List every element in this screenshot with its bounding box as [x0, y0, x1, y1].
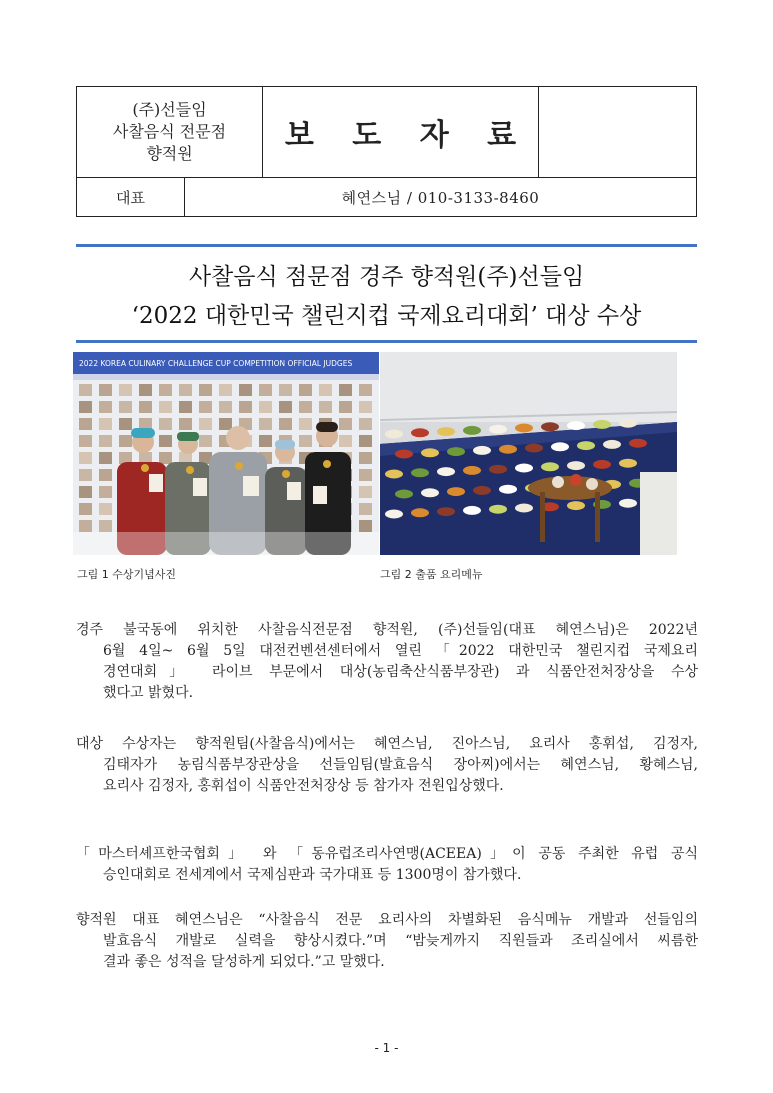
judge-portrait [219, 401, 232, 413]
judge-portrait [99, 435, 112, 447]
dish [499, 485, 517, 494]
judge-portrait [359, 418, 372, 430]
paragraph-line: 결과 좋은 성적을 달성하게 되었다.”고 말했다. [103, 954, 385, 970]
dish [499, 445, 517, 454]
judge-portrait [119, 418, 132, 430]
judge-portrait [79, 520, 92, 532]
dish [447, 447, 465, 456]
dish [395, 450, 413, 459]
judge-portrait [259, 418, 272, 430]
judge-portrait [279, 384, 292, 396]
judge-portrait [219, 418, 232, 430]
judge-portrait [99, 469, 112, 481]
dish [593, 460, 611, 469]
judge-portrait [319, 401, 332, 413]
dish [437, 507, 455, 516]
dish [619, 459, 637, 468]
dish [577, 441, 595, 450]
company-line: 향적원 [146, 144, 193, 163]
judge-portrait [139, 401, 152, 413]
dish [411, 508, 429, 517]
judge-portrait [79, 401, 92, 413]
judge-portrait [239, 384, 252, 396]
judge-portrait [79, 486, 92, 498]
dish [421, 488, 439, 497]
dish [385, 470, 403, 479]
judge-portrait [79, 384, 92, 396]
dish [525, 444, 543, 453]
judge-portrait [359, 384, 372, 396]
judge-portrait [359, 401, 372, 413]
dish [395, 490, 413, 499]
judge-portrait [139, 384, 152, 396]
dish [473, 446, 491, 455]
judge-portrait [299, 384, 312, 396]
paragraph-line: 발효음식 개발로 실력을 향상시켰다.”며 “밤늦게까지 직원들과 조리실에서 씨름한 [103, 933, 698, 949]
judge-portrait [259, 401, 272, 413]
dish [515, 464, 533, 473]
judge-portrait [339, 418, 352, 430]
dish [629, 439, 647, 448]
dish [463, 426, 481, 435]
company-name-cell [77, 87, 263, 178]
dish-display-photo [380, 352, 677, 555]
judge-portrait [99, 401, 112, 413]
judge-portrait [359, 503, 372, 515]
dish [489, 505, 507, 514]
judge-portrait [159, 384, 172, 396]
judge-portrait [179, 384, 192, 396]
judge-portrait [339, 435, 352, 447]
judge-portrait [259, 384, 272, 396]
judge-portrait [99, 486, 112, 498]
dish [463, 466, 481, 475]
judge-portrait [99, 418, 112, 430]
judge-portrait [159, 401, 172, 413]
paragraph-line: 승인대회로 전세계에서 국제심판과 국가대표 등 1300명이 참가했다. [103, 867, 522, 883]
judge-portrait [279, 401, 292, 413]
dish [567, 421, 585, 430]
blank-cell [539, 87, 696, 178]
dish [515, 424, 533, 433]
company-line: 사찰음식 전문점 [112, 122, 227, 141]
judge-portrait [219, 384, 232, 396]
judge-portrait [179, 418, 192, 430]
award-photo [73, 352, 379, 555]
bottom-rule [76, 340, 697, 343]
judge-portrait [99, 503, 112, 515]
company-line: (주)선들임 [132, 100, 207, 119]
paragraph-line: 대상 수상자는 향적원팀(사찰음식)에서는 혜연스님, 진아스님, 요리사 홍휘섭, 김정자, [76, 736, 698, 752]
judge-portrait [319, 384, 332, 396]
paragraph-4 [76, 910, 698, 973]
dish [619, 419, 637, 428]
judge-portrait [199, 435, 212, 447]
dish [473, 486, 491, 495]
judge-portrait [359, 452, 372, 464]
judge-portrait [79, 452, 92, 464]
judge-portrait [259, 435, 272, 447]
press-release-header-table [76, 86, 697, 217]
judge-portrait [359, 486, 372, 498]
judge-portrait [99, 520, 112, 532]
judge-portrait [359, 469, 372, 481]
judge-portrait [159, 452, 172, 464]
judge-portrait [179, 401, 192, 413]
judge-portrait [99, 384, 112, 396]
dish [567, 461, 585, 470]
judge-portrait [339, 401, 352, 413]
judge-portrait [119, 384, 132, 396]
dish [411, 468, 429, 477]
dish [515, 504, 533, 513]
judge-portrait [299, 401, 312, 413]
headline-line-1: 사찰음식 점문점 경주 향적원(주)선들임 [188, 264, 585, 290]
paragraph-line: 김태자가 농림식품부장관상을 선들임팀(발효음식 장아찌)에서는 혜연스님, 황혜스님, [103, 757, 698, 773]
dish [463, 506, 481, 515]
dish [385, 510, 403, 519]
judge-portrait [359, 435, 372, 447]
judge-portrait [99, 452, 112, 464]
dish [489, 465, 507, 474]
judge-portrait [79, 469, 92, 481]
top-rule [76, 244, 697, 247]
judge-portrait [279, 418, 292, 430]
judge-portrait [119, 435, 132, 447]
judge-portrait [199, 401, 212, 413]
photo-caption-1: 그림 1 수상기념사진 [77, 568, 176, 581]
paragraph-line: 「마스터셰프한국협회」 와 「동유럽조리사연맹(ACEEA)」이 공동 주최한 유럽 공식 [76, 846, 698, 862]
judge-portrait [79, 418, 92, 430]
photo-caption-2: 그림 2 출품 요리메뉴 [380, 568, 483, 581]
dish [411, 428, 429, 437]
judge-portrait [359, 520, 372, 532]
paragraph-line: 향적원 대표 혜연스님은 “사찰음식 전문 요리사의 차별화된 음식메뉴 개발과 선들임의 [76, 912, 698, 928]
dish [567, 501, 585, 510]
judge-portrait [199, 418, 212, 430]
paragraph-line: 요리사 김정자, 홍휘섭이 식품안전처장상 등 참가자 전원입상했다. [103, 778, 504, 794]
dish [421, 448, 439, 457]
dish [593, 420, 611, 429]
judge-portrait [159, 435, 172, 447]
dish [437, 427, 455, 436]
judge-portrait [79, 503, 92, 515]
judge-portrait [299, 418, 312, 430]
judge-portrait [299, 435, 312, 447]
page-number: - 1 - [374, 1041, 399, 1055]
judge-portrait [119, 401, 132, 413]
paragraph-3 [76, 844, 698, 886]
dish [489, 425, 507, 434]
judge-portrait [239, 401, 252, 413]
paragraph-1 [76, 620, 698, 704]
headline-line-2: ‘2022 대한민국 챌린지컵 국제요리대회’ 대상 수상 [131, 303, 642, 329]
press-release-title: 보 도 자 료 [263, 87, 539, 178]
judge-portrait [159, 418, 172, 430]
judge-portrait [79, 435, 92, 447]
dish [437, 467, 455, 476]
judge-portrait [339, 384, 352, 396]
dish [541, 462, 559, 471]
dish [603, 440, 621, 449]
paragraph-line: 했다고 밝혔다. [103, 685, 194, 701]
paragraph-line: 경주 불국동에 위치한 사찰음식전문점 향적원, (주)선들임(대표 혜연스님)은 2022년 [76, 622, 698, 638]
judge-portrait [199, 384, 212, 396]
paragraph-2 [76, 734, 698, 797]
representative-label: 대표 [77, 178, 185, 216]
dish [619, 499, 637, 508]
paragraph-line: 경연대회」 라이브 부문에서 대상(농림축산식품부장관) 과 식품안전처장상을 수상 [103, 664, 698, 680]
dish [447, 487, 465, 496]
dish [541, 422, 559, 431]
paragraph-line: 6월 4일~ 6월 5일 대전컨벤션센터에서 열린 「2022 대한민국 챌린지컵 국제요리 [103, 643, 698, 659]
dish [385, 430, 403, 439]
dish [551, 442, 569, 451]
banner-text: 2022 KOREA CULINARY CHALLENGE CUP COMPETITION OFFICIAL JUDGES [79, 359, 353, 368]
representative-contact: 혜연스님 / 010-3133-8460 [341, 188, 540, 207]
